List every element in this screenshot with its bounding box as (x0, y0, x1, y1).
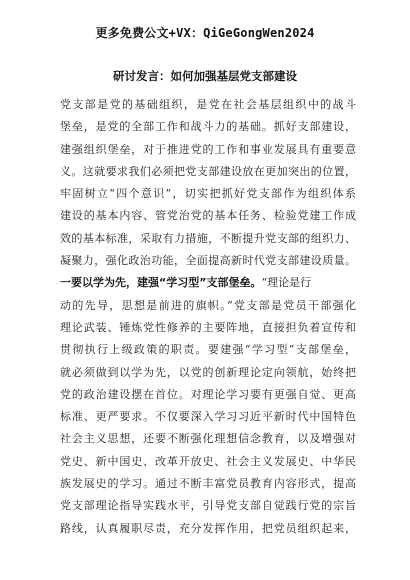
body-line: 党的政治建设摆在首位。对理论学习要有更强自觉、更高 (60, 387, 356, 401)
document-body (60, 94, 356, 540)
body-line: 凝聚力，强化政治功能，全面提高新时代党支部建设质量。 (60, 254, 356, 268)
body-line: 贯彻执行上级政策的职责。要建强“学习型”支部堡垒， (60, 343, 356, 357)
body-line: 社会主义思想，还要不断强化理想信念教育，以及增强对 (60, 432, 356, 446)
body-line: 义。这就要求我们必须把党支部建设放在更加突出的位置， (60, 164, 356, 178)
body-line: 建强组织堡垒，对于推进党的工作和事业发展具有重要意 (60, 142, 356, 156)
body-line: 建设的基本内容、管党治党的基本任务、检验党建工作成 (60, 209, 356, 223)
body-line: 党史、新中国史、改革开放史、社会主义发展史、中华民 (60, 454, 356, 468)
section-heading: 一要以学为先，建强“学习型”支部堡垒。 (60, 276, 262, 290)
body-line: 效的基本标准，采取有力措施，不断提升党支部的组织力、 (60, 231, 356, 245)
body-line: 党支部理论指导实践水平，引导党支部自觉践行党的宗旨 (60, 499, 356, 513)
body-line: 理论武装、锤炼党性修养的主要阵地，直接担负着宣传和 (60, 320, 356, 334)
body-line: 标准、更严要求。不仅要深入学习习近平新时代中国特色 (60, 410, 356, 424)
document-title: 研讨发言：如何加强基层党支部建设 (113, 69, 297, 83)
body-line: 牢固树立“四个意识”，切实把抓好党支部作为组织体系 (60, 187, 356, 201)
body-line: 就必须做到以学为先，以党的创新理论定向领航，始终把 (60, 365, 356, 379)
section-heading-continuation: “理论是行 (261, 276, 312, 290)
body-line: 动的先导，思想是前进的旗帜。”党支部是党员干部强化 (60, 298, 356, 312)
section-heading-line (60, 272, 356, 294)
body-line: 党支部是党的基础组织，是党在社会基层组织中的战斗 (60, 98, 356, 111)
body-line: 族发展史的学习。通过不断丰富党员教育内容形式，提高 (60, 477, 356, 491)
watermark-header: 更多免费公文+VX：QiGeGongWen2024 (95, 26, 315, 40)
body-line: 堡垒，是党的全部工作和战斗力的基础。抓好支部建设， (60, 120, 356, 134)
body-line: 路线，认真履职尽责，充分发挥作用，把党员组织起来， (60, 521, 356, 535)
